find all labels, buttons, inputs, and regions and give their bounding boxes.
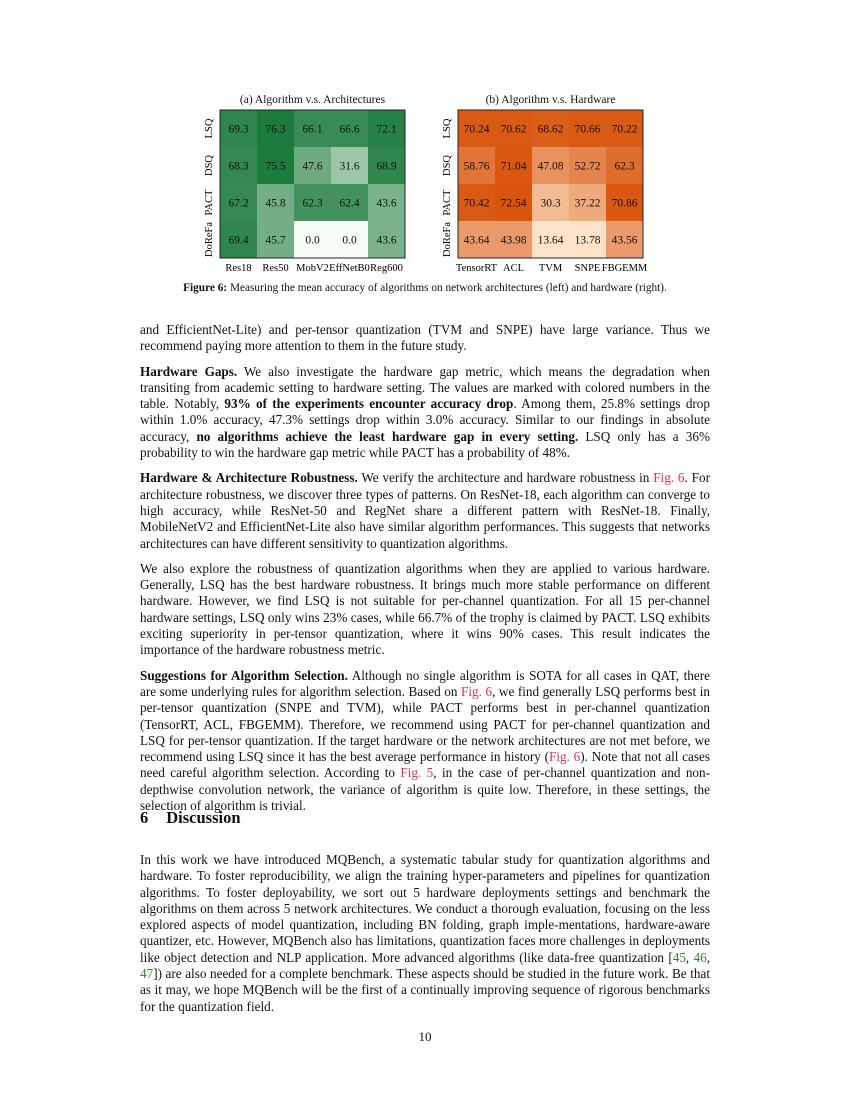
cell-label: 45.7 [265, 234, 286, 247]
text-span: . For architecture robustness, we discover three types of patterns. On ResNet-18, each algorithm can converge to high accuracy, while ResNet-50 and RegNet share a different pattern with ResNet-18. Finally, MobileNetV2 and EfficientNet-Lite also have similar algorithm performances. This suggests that networks architectures can have different sensitivity to quantization algorithms. [140, 470, 710, 551]
bold-text: Suggestions for Algorithm Selection. [140, 667, 348, 683]
cell-label: 58.76 [463, 160, 490, 173]
column-tick-label: TensorRT [455, 263, 498, 274]
cell-label: 43.6 [376, 234, 397, 247]
column-tick-label: ACL [503, 263, 524, 274]
cell-label: 70.42 [463, 197, 490, 210]
cell-label: 70.86 [611, 197, 638, 210]
cell-label: 13.78 [574, 234, 601, 247]
cell-label: 31.6 [339, 160, 360, 173]
cell-label: 0.0 [342, 234, 357, 247]
paragraph [140, 852, 710, 1015]
column-tick-label: TVM [538, 263, 563, 274]
column-tick-label: EffNetB0 [329, 263, 370, 274]
heatmap-svg [433, 94, 668, 284]
column-tick-label: Res18 [225, 263, 252, 274]
cell-label: 76.3 [265, 123, 286, 136]
bold-text: Hardware & Architecture Robustness. [140, 470, 358, 486]
cell-label: 30.3 [540, 197, 561, 210]
text-span: , we find generally LSQ performs best in per-tensor quantization (SNPE and TVM), while PACT performs best in per-channel quantization (TensorRT, ACL, FBGEMM). Therefore, we recommend using PACT for per-channel quantization and LSQ for per-tensor quantization. If the target hardware or the network architectures are not met before, we recommend using LSQ since it has the best average performance in history ( [140, 683, 710, 765]
figure-link[interactable]: Fig. 6 [461, 683, 493, 699]
figure-link[interactable]: Fig. 6 [653, 470, 685, 486]
text-span: and EfficientNet-Lite) and per-tensor quantization (TVM and SNPE) have large variance. Thus we recommend paying more attention to them in the future study. [140, 322, 710, 354]
heatmap-hardware [433, 94, 668, 284]
cell-label: 70.22 [611, 123, 638, 136]
cell-label: 47.6 [302, 160, 323, 173]
cell-label: 37.22 [574, 197, 601, 210]
bold-text: 93% of the experiments encounter accuracy drop [224, 396, 514, 412]
text-span: . Among them, 25.8% settings drop within 1.0% accuracy, 47.3% settings drop within 3.0% accuracy. Similar to our findings in absolute accuracy, [140, 396, 710, 444]
cell-label: 68.62 [537, 123, 564, 136]
cell-label: 13.64 [537, 234, 564, 247]
text-span: ). Note that not all cases need careful algorithm selection. According to [140, 749, 710, 781]
text-span: ]) are also needed for a complete benchmark. These aspects should be studied in the future work. Be that as it may, we hope MQBench will be the first of a continually improving sequence of rigorous benchmarks for the quantization field. [140, 966, 710, 1014]
text-span: , [706, 949, 711, 965]
figure-caption [100, 282, 750, 294]
page-number: 10 [418, 1029, 432, 1044]
discussion-text [140, 852, 710, 1024]
caption-text: Measuring the mean accuracy of algorithms on network architectures (left) and hardware (right). [227, 282, 667, 294]
column-tick-label: SNPE [574, 263, 601, 274]
cell-label: 43.98 [500, 234, 527, 247]
bold-text: Hardware Gaps. [140, 363, 238, 379]
row-tick-label: DSQ [204, 154, 215, 177]
text-span: We verify the architecture and hardware robustness in [357, 470, 654, 486]
cell-label: 70.24 [463, 123, 490, 136]
chart-title: (b) Algorithm v.s. Hardware [485, 94, 616, 106]
cell-label: 45.8 [265, 197, 286, 210]
cell-label: 75.5 [265, 160, 286, 173]
row-tick-label: LSQ [442, 118, 453, 139]
figure-link[interactable]: Fig. 6 [549, 749, 581, 765]
citation-link[interactable]: 45 [672, 949, 686, 965]
cell-label: 52.72 [574, 160, 601, 173]
cell-label: 62.4 [339, 197, 360, 210]
figure-link[interactable]: Fig. 5 [400, 765, 434, 781]
cell-label: 43.56 [611, 234, 638, 247]
section-heading [140, 808, 241, 828]
text-span: We also investigate the hardware gap metric, which means the degradation when transiting from academic setting to hardware setting. The values are marked with colored numbers in the table. Notably, [140, 363, 711, 412]
heatmap-architectures [195, 94, 430, 284]
cell-label: 72.1 [376, 123, 397, 136]
cell-label: 69.4 [228, 234, 249, 247]
caption-label: Figure 6: [183, 282, 228, 294]
text-span: , [685, 949, 694, 965]
row-tick-label: DoReFa [442, 222, 453, 257]
cell-label: 0.0 [305, 234, 320, 247]
cell-label: 43.6 [376, 197, 397, 210]
cell-label: 66.1 [302, 123, 323, 136]
paragraph [140, 561, 710, 659]
row-tick-label: LSQ [204, 118, 215, 139]
column-tick-label: MobV2 [296, 263, 329, 274]
cell-label: 47.08 [537, 160, 564, 173]
column-tick-label: Res50 [262, 263, 289, 274]
text-span: In this work we have introduced MQBench, a systematic tabular study for quantization algorithms and hardware. To foster reproducibility, we align the training hyper-parameters and pipelines for quantization algorithms. To foster deployability, we sort out 5 hardware deployments settings and benchmark the algorithms on them across 5 network architectures. We conduct a thorough evaluation, focusing on the less explored aspects of model quantization, including BN folding, graph imple-mentations, hardware-aware quantizer, etc. However, MQBench also has limitations, quantization faces more challenges in deployments like object detection and NLP application. More advanced algorithms (like data-free quantization [ [140, 852, 710, 965]
column-tick-label: Reg600 [370, 263, 403, 274]
cell-label: 72.54 [500, 197, 527, 210]
citation-link[interactable]: 46 [693, 949, 707, 965]
cell-label: 66.6 [339, 123, 360, 136]
text-span: LSQ only has a 36% probability to win the hardware gap metric while PACT has a probability of 48%. [140, 428, 710, 461]
chart-title: (a) Algorithm v.s. Architectures [239, 94, 386, 106]
section-number: 6 [140, 808, 149, 827]
paragraph [140, 322, 710, 355]
cell-label: 70.66 [574, 123, 601, 136]
cell-label: 71.04 [500, 160, 527, 173]
paragraph [140, 470, 710, 551]
row-tick-label: DSQ [442, 154, 453, 177]
cell-label: 70.62 [500, 123, 527, 136]
text-span: , in the case of per-channel quantization and non-depthwise convolution network, the variance of algorithm is quite low. Therefore, in these settings, the selection of algorithm is trivial. [140, 765, 710, 814]
cell-label: 67.2 [228, 197, 249, 210]
paragraph [140, 668, 710, 815]
section-title: Discussion [166, 808, 241, 827]
text-span: We also explore the robustness of quantization algorithms when they are applied to various hardware. Generally, LSQ has the best hardware robustness. It brings much more stable performance on different hardware. However, we find LSQ is not suitable for per-channel quantization. For all 15 per-channel hardware settings, LSQ only wins 23% cases, while 66.7% of the trophy is claimed by PACT. LSQ exhibits exciting superiority in per-tensor quantization, where it wins 90% cases. This result indicates the importance of the hardware robustness metric. [140, 560, 710, 658]
column-tick-label: FBGEMM [601, 263, 648, 274]
bold-text: no algorithms achieve the least hardware gap in every setting. [196, 428, 579, 444]
row-tick-label: PACT [204, 189, 215, 216]
cell-label: 62.3 [302, 197, 323, 210]
row-tick-label: PACT [442, 189, 453, 216]
cell-label: 69.3 [228, 123, 249, 136]
body-text [140, 322, 710, 823]
cell-label: 62.3 [614, 160, 635, 173]
cell-label: 43.64 [463, 234, 490, 247]
paragraph [140, 364, 710, 462]
heatmap-svg [195, 94, 430, 284]
text-span: Although no single algorithm is SOTA for all cases in QAT, there are some underlying rules for algorithm selection. Based on [140, 667, 710, 699]
cell-label: 68.9 [376, 160, 397, 173]
cell-label: 68.3 [228, 160, 249, 173]
citation-link[interactable]: 47 [140, 966, 154, 982]
row-tick-label: DoReFa [204, 222, 215, 257]
